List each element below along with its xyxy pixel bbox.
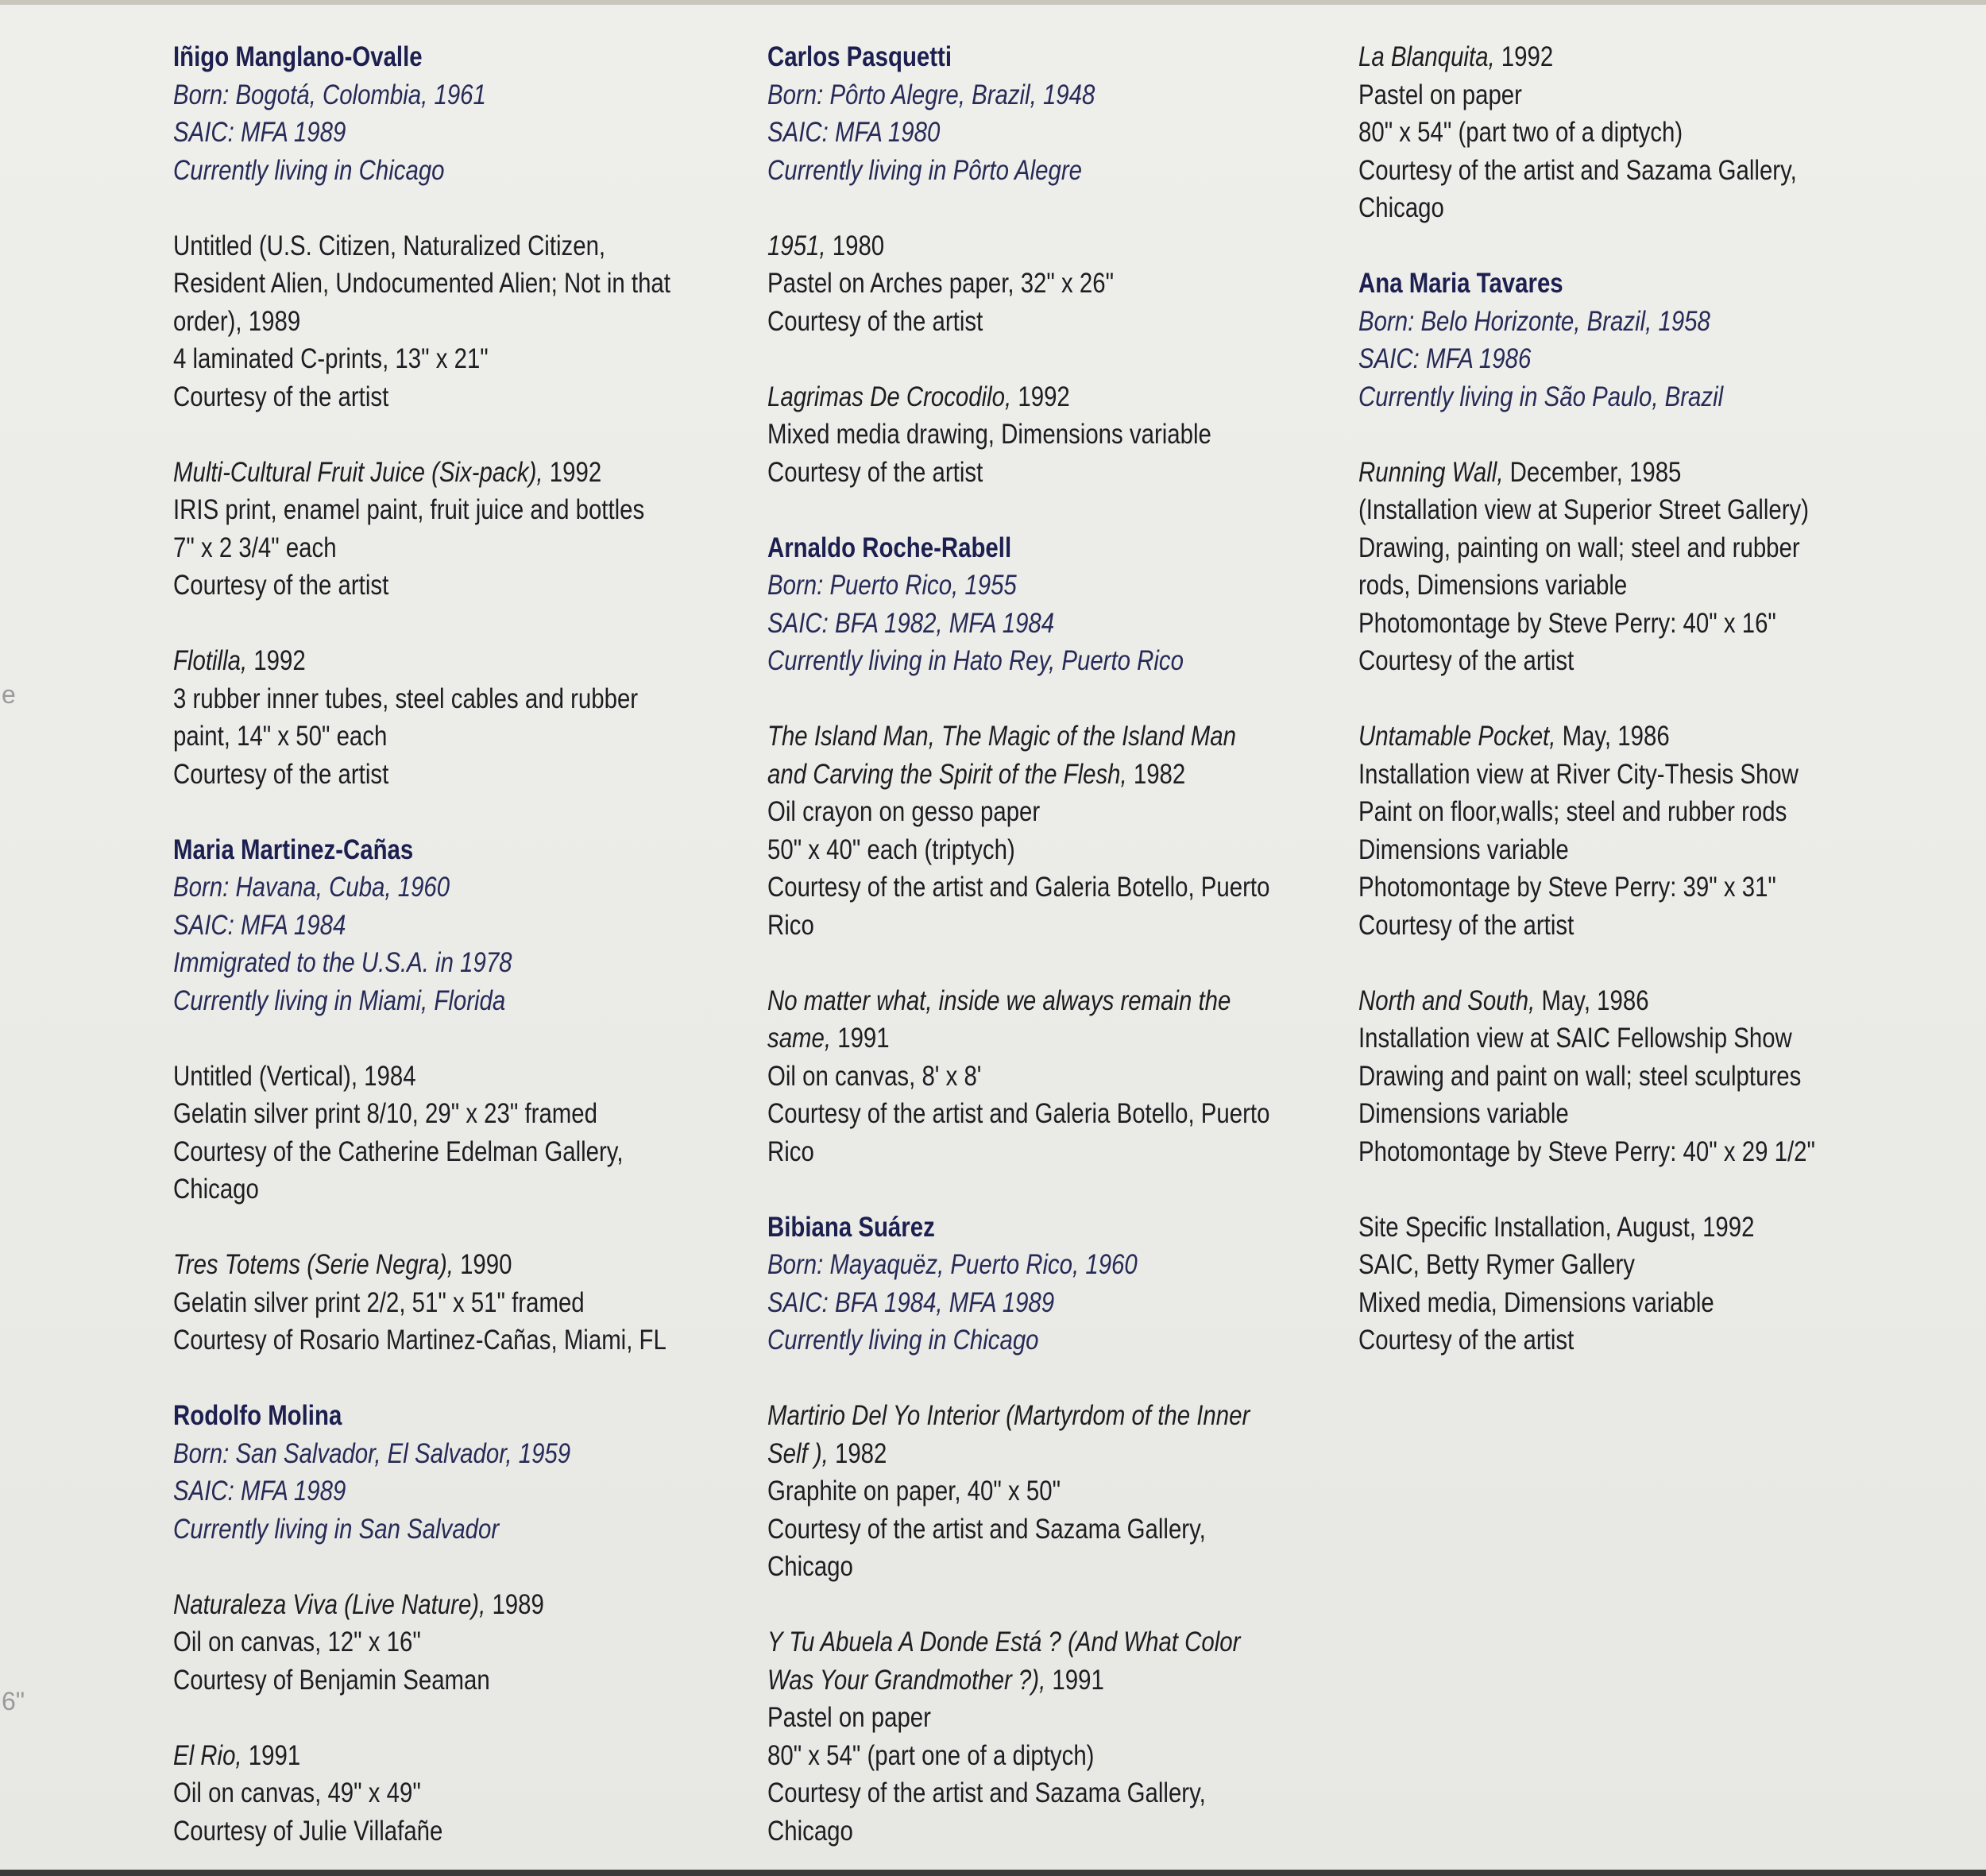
work-detail-line: Courtesy of the artist [767, 305, 983, 337]
spacer [767, 491, 1248, 529]
artist-name: Iñigo Manglano-Ovalle [173, 41, 423, 72]
work-detail-line: Courtesy of the Catherine Edelman Gallery, [173, 1135, 624, 1167]
work-title: La Blanquita, [1358, 41, 1495, 72]
work-title: and Carving the Spirit of the Flesh, [767, 758, 1127, 790]
work-title-line [173, 454, 654, 492]
work-title: Lagrimas De Crocodilo, [767, 381, 1012, 412]
work-detail-line: Oil on canvas, 49" x 49" [173, 1777, 421, 1808]
work-detail-line: Untitled (Vertical), 1984 [173, 1060, 416, 1092]
spacer [173, 189, 654, 227]
work-title-line [767, 756, 1248, 794]
work-detail-line: Courtesy of the artist [1358, 909, 1575, 941]
margin-mark-1: e [2, 680, 16, 709]
spacer [173, 416, 654, 454]
work-title: same, [767, 1023, 832, 1054]
work-title-line [173, 1737, 654, 1775]
work-title-line [1358, 718, 1839, 756]
column-1 [173, 38, 670, 1850]
work-detail-line: Courtesy of the artist [767, 456, 983, 488]
work-detail-line: Photomontage by Steve Perry: 40" x 16" [1358, 607, 1776, 639]
artist-bio-line: SAIC: MFA 1989 [173, 1476, 346, 1507]
work-detail-line: Gelatin silver print 8/10, 29" x 23" framed [173, 1098, 598, 1129]
margin-mark-2: 6" [2, 1687, 25, 1715]
work-detail-line: Installation view at SAIC Fellowship Show [1358, 1023, 1792, 1054]
work-detail-line: IRIS print, enamel paint, fruit juice and bottles [173, 494, 645, 525]
work-title: Multi-Cultural Fruit Juice (Six-pack), [173, 456, 543, 488]
artist-name: Maria Martinez-Cañas [173, 834, 414, 865]
work-title: Naturaleza Viva (Live Nature), [173, 1588, 486, 1620]
work-detail-line: Courtesy of the artist [1358, 1325, 1575, 1356]
work-detail-line: Drawing and paint on wall; steel sculptures [1358, 1060, 1802, 1092]
work-title: Flotilla, [173, 645, 248, 676]
work-detail-line: Oil on canvas, 12" x 16" [173, 1627, 421, 1657]
work-detail-line: Paint on floor,walls; steel and rubber rods [1358, 796, 1787, 827]
work-detail-line: Courtesy of the artist [173, 570, 389, 601]
work-title-line [767, 1661, 1248, 1700]
work-title: Untamable Pocket, [1358, 721, 1556, 752]
artist-bio-line: SAIC: MFA 1980 [767, 117, 941, 148]
work-detail-line: paint, 14" x 50" each [173, 721, 388, 752]
work-detail-line: Mixed media, Dimensions variable [1358, 1286, 1714, 1318]
artist-bio-line: Born: Belo Horizonte, Brazil, 1958 [1358, 305, 1710, 337]
work-title: Self ), [767, 1437, 829, 1469]
work-detail-line: order), 1989 [173, 305, 301, 337]
work-title: Was Your Grandmother ?), [767, 1664, 1046, 1696]
work-detail-line: 80" x 54" (part one of a diptych) [767, 1739, 1095, 1771]
spacer [767, 189, 1248, 227]
work-detail-line: Photomontage by Steve Perry: 39" x 31" [1358, 872, 1776, 903]
artist-bio-line: Born: Havana, Cuba, 1960 [173, 872, 450, 903]
spacer [173, 1360, 654, 1398]
work-title: Y Tu Abuela A Donde Está ? (And What Color [767, 1627, 1241, 1657]
work-title-line [767, 1435, 1248, 1473]
artist-bio-line: SAIC: BFA 1982, MFA 1984 [767, 607, 1055, 639]
work-detail-line: Oil crayon on gesso paper [767, 796, 1041, 827]
work-detail-line: Chicago [767, 1815, 853, 1847]
spacer [767, 1170, 1248, 1209]
work-title-line [173, 1586, 654, 1624]
artist-name: Carlos Pasquetti [767, 41, 952, 72]
work-detail-line: Pastel on paper [1358, 79, 1522, 110]
work-title: North and South, [1358, 984, 1536, 1016]
work-title: No matter what, inside we always remain the [767, 984, 1231, 1016]
column-3 [1358, 38, 1839, 1360]
spacer [1358, 680, 1839, 718]
artist-name: Arnaldo Roche-Rabell [767, 532, 1012, 563]
work-title: 1951, [767, 230, 826, 261]
work-detail-line: Courtesy of the artist and Galeria Botello, Puerto [767, 872, 1270, 903]
work-detail-line: (Installation view at Superior Street Gallery) [1358, 494, 1809, 525]
spacer [173, 1699, 654, 1737]
artist-bio-line: Currently living in Chicago [173, 154, 445, 186]
artist-bio-line: Currently living in Miami, Florida [173, 984, 506, 1016]
work-detail-line: Pastel on paper [767, 1702, 931, 1733]
work-title: Tres Totems (Serie Negra), [173, 1249, 454, 1280]
artist-bio-line: Born: San Salvador, El Salvador, 1959 [173, 1437, 571, 1469]
work-date: 1992 [247, 645, 306, 676]
spacer [173, 1019, 654, 1058]
work-date: May, 1986 [1535, 984, 1649, 1016]
work-title-line [767, 1019, 1248, 1058]
work-detail-line: Courtesy of the artist [173, 381, 389, 412]
work-detail-line: 80" x 54" (part two of a diptych) [1358, 117, 1683, 148]
spacer [173, 793, 654, 831]
artist-bio-line: Born: Mayaquëz, Puerto Rico, 1960 [767, 1249, 1138, 1280]
artist-bio-line: Currently living in Pôrto Alegre [767, 154, 1082, 186]
spacer [767, 1360, 1248, 1398]
work-detail-line: SAIC, Betty Rymer Gallery [1358, 1249, 1635, 1280]
work-date: 1989 [485, 1588, 544, 1620]
work-date: 1992 [1011, 381, 1070, 412]
artist-bio-line: Currently living in San Salvador [173, 1513, 500, 1545]
column-2 [767, 38, 1270, 1850]
artist-bio-line: Born: Pôrto Alegre, Brazil, 1948 [767, 79, 1095, 110]
work-date: 1992 [543, 456, 602, 488]
work-detail-line: Courtesy of Julie Villafañe [173, 1815, 443, 1847]
work-detail-line: Courtesy of the artist [173, 758, 389, 790]
work-detail-line: Site Specific Installation, August, 1992 [1358, 1211, 1755, 1243]
spacer [1358, 227, 1839, 265]
artist-bio-line: Currently living in São Paulo, Brazil [1358, 381, 1724, 412]
work-detail-line: Rico [767, 1135, 814, 1167]
work-detail-line: 50" x 40" each (triptych) [767, 834, 1015, 865]
spacer [1358, 1170, 1839, 1209]
work-detail-line: Courtesy of Benjamin Seaman [173, 1664, 490, 1696]
work-title: Running Wall, [1358, 456, 1504, 488]
artist-name: Rodolfo Molina [173, 1400, 342, 1431]
work-date: 1982 [1126, 758, 1186, 790]
spacer [173, 605, 654, 643]
work-title: The Island Man, The Magic of the Island Man [767, 721, 1236, 752]
spacer [173, 1548, 654, 1586]
work-detail-line: Chicago [173, 1174, 259, 1205]
artist-bio-line: Born: Bogotá, Colombia, 1961 [173, 79, 486, 110]
spacer [767, 1586, 1248, 1624]
artist-bio-line: Currently living in Hato Rey, Puerto Rico [767, 645, 1184, 676]
spacer [1358, 944, 1839, 982]
artist-name: Ana Maria Tavares [1358, 268, 1563, 299]
work-date: 1982 [828, 1437, 887, 1469]
spacer [767, 680, 1248, 718]
work-detail-line: Chicago [1358, 192, 1444, 223]
work-title-line [767, 1397, 1248, 1435]
work-detail-line: Oil on canvas, 8' x 8' [767, 1060, 982, 1092]
work-title: El Rio, [173, 1739, 242, 1771]
work-detail-line: 4 laminated C-prints, 13" x 21" [173, 343, 489, 374]
work-detail-line: Courtesy of the artist and Sazama Gallery, [767, 1777, 1206, 1808]
work-detail-line: Courtesy of the artist and Sazama Gallery, [767, 1513, 1206, 1545]
work-detail-line: Gelatin silver print 2/2, 51" x 51" framed [173, 1286, 585, 1318]
work-detail-line: Resident Alien, Undocumented Alien; Not in that [173, 268, 670, 299]
artist-bio-line: Currently living in Chicago [767, 1325, 1039, 1356]
work-title-line [767, 1623, 1248, 1661]
artist-bio-line: SAIC: BFA 1984, MFA 1989 [767, 1286, 1055, 1318]
work-detail-line: 7" x 2 3/4" each [173, 532, 337, 563]
work-date: 1992 [1494, 41, 1554, 72]
work-date: 1980 [825, 230, 885, 261]
work-title-line [767, 227, 1248, 265]
work-detail-line: Dimensions variable [1358, 834, 1569, 865]
work-date: December, 1985 [1503, 456, 1682, 488]
work-title-line [767, 718, 1248, 756]
work-title-line [767, 982, 1248, 1020]
spacer [1358, 416, 1839, 454]
work-title-line [1358, 982, 1839, 1020]
work-detail-line: Courtesy of the artist and Sazama Gallery, [1358, 154, 1797, 186]
work-title-line [173, 1246, 654, 1284]
spacer [173, 1209, 654, 1247]
work-detail-line: Installation view at River City-Thesis Show [1358, 758, 1799, 790]
work-date: 1991 [1045, 1664, 1104, 1696]
work-detail-line: 3 rubber inner tubes, steel cables and rubber [173, 683, 639, 714]
work-date: May, 1986 [1555, 721, 1670, 752]
work-date: 1991 [831, 1023, 890, 1054]
work-title-line [1358, 38, 1839, 76]
work-detail-line: Courtesy of the artist and Galeria Botello, Puerto [767, 1098, 1270, 1129]
spacer [767, 340, 1248, 378]
work-title-line [767, 378, 1248, 416]
work-detail-line: Courtesy of Rosario Martinez-Cañas, Miami, FL [173, 1325, 667, 1356]
work-detail-line: Courtesy of the artist [1358, 645, 1575, 676]
artist-bio-line: SAIC: MFA 1984 [173, 909, 346, 941]
work-detail-line: Photomontage by Steve Perry: 40" x 29 1/2" [1358, 1135, 1815, 1167]
artist-bio-line: SAIC: MFA 1989 [173, 117, 346, 148]
work-title: Martirio Del Yo Interior (Martyrdom of the Inner [767, 1400, 1250, 1431]
spacer [767, 944, 1248, 982]
work-detail-line: Pastel on Arches paper, 32" x 26" [767, 268, 1115, 299]
work-date: 1990 [453, 1249, 512, 1280]
work-date: 1991 [241, 1739, 301, 1771]
artist-name: Bibiana Suárez [767, 1211, 935, 1243]
top-edge-rule [0, 0, 1986, 5]
artist-bio-line: SAIC: MFA 1986 [1358, 343, 1532, 374]
work-detail-line: Untitled (U.S. Citizen, Naturalized Citizen, [173, 230, 606, 261]
artist-bio-line: Born: Puerto Rico, 1955 [767, 570, 1017, 601]
work-detail-line: Drawing, painting on wall; steel and rubber [1358, 532, 1800, 563]
work-detail-line: Rico [767, 909, 814, 941]
work-detail-line: Dimensions variable [1358, 1098, 1569, 1129]
artist-bio-line: Immigrated to the U.S.A. in 1978 [173, 947, 512, 978]
bottom-edge-rule [0, 1870, 1986, 1876]
work-detail-line: Graphite on paper, 40" x 50" [767, 1476, 1061, 1507]
work-title-line [1358, 454, 1839, 492]
work-detail-line: Chicago [767, 1551, 853, 1582]
work-detail-line: rods, Dimensions variable [1358, 570, 1628, 601]
work-title-line [173, 642, 654, 680]
work-detail-line: Mixed media drawing, Dimensions variable [767, 419, 1211, 450]
